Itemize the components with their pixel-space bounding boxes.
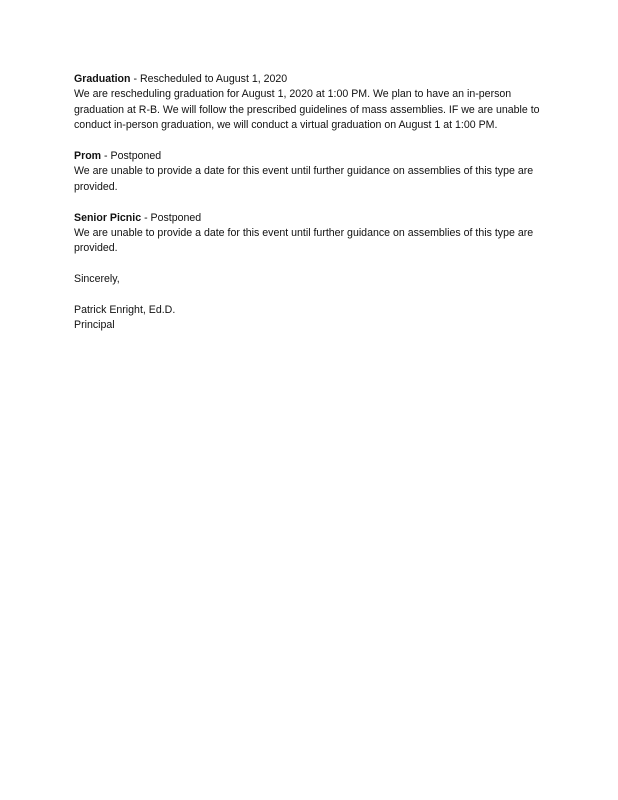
closing-salutation: Sincerely, xyxy=(74,273,120,286)
senior-picnic-heading-line xyxy=(74,211,544,226)
signature-name: Patrick Enright, Ed.D. xyxy=(74,304,176,317)
letter-content xyxy=(74,72,544,334)
senior-picnic-heading: Senior Picnic xyxy=(74,211,142,224)
signature-title: Principal xyxy=(74,319,115,332)
graduation-body: We are rescheduling graduation for August 1, 2020 at 1:00 PM. We plan to have an in-person graduation at R-B. We will follow the prescribed guidelines of mass assemblies. IF we are unable to conduct in-person graduation, we will conduct a virtual graduation on August 1 at 1:00 PM. xyxy=(74,88,540,132)
senior-picnic-separator: - xyxy=(141,211,151,224)
graduation-separator: - xyxy=(130,73,140,85)
graduation-status: Rescheduled to August 1, 2020 xyxy=(139,73,288,85)
graduation-heading: Graduation xyxy=(74,73,131,85)
prom-status: Postponed xyxy=(110,150,162,163)
senior-picnic-status: Postponed xyxy=(150,211,202,224)
prom-heading: Prom xyxy=(74,150,102,163)
prom-heading-line xyxy=(74,149,544,164)
prom-separator: - xyxy=(101,150,111,163)
senior-picnic-section xyxy=(74,211,544,257)
prom-section xyxy=(74,149,544,195)
graduation-heading-line xyxy=(74,72,544,87)
prom-body: We are unable to provide a date for this event until further guidance on assemblies of this type are provided. xyxy=(74,165,534,193)
senior-picnic-body: We are unable to provide a date for this event until further guidance on assemblies of this type are provided. xyxy=(74,227,534,255)
graduation-section xyxy=(74,72,544,134)
